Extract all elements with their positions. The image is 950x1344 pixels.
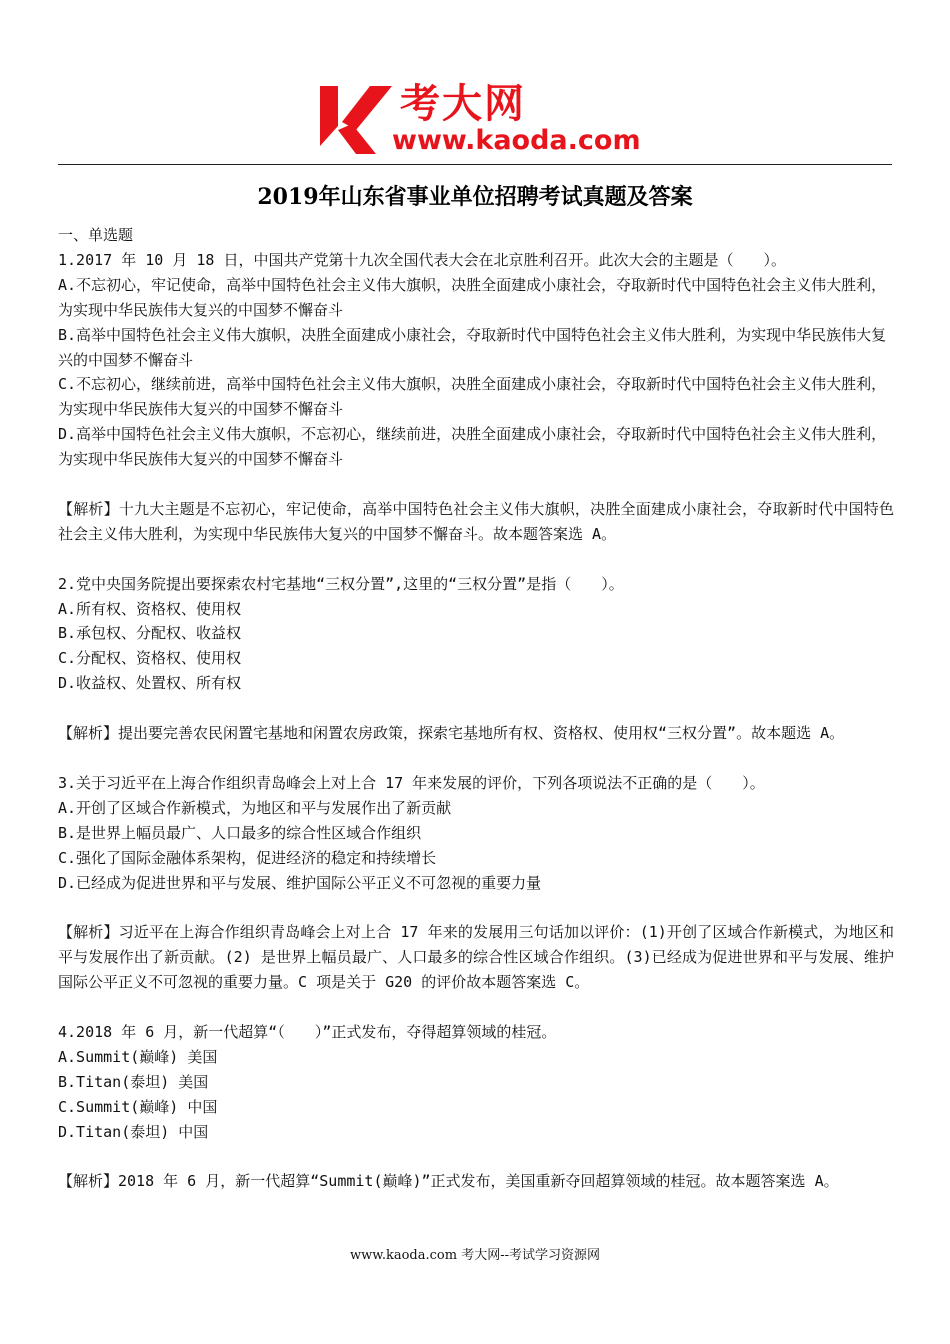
spacer [58, 895, 894, 920]
question-1-option-a: A.不忘初心，牢记使命，高举中国特色社会主义伟大旗帜，决胜全面建成小康社会，夺取新时代中国特色社会主义伟大胜利，为实现中华民族伟大复兴的中国梦不懈奋斗 [58, 275, 887, 319]
question-2-option-a: A.所有权、资格权、使用权 [58, 599, 242, 618]
question-1-option-d: D.高举中国特色社会主义伟大旗帜，不忘初心，继续前进，决胜全面建成小康社会，夺取新时代中国特色社会主义伟大胜利，为实现中华民族伟大复兴的中国梦不懈奋斗 [58, 425, 887, 469]
header-divider [58, 164, 892, 165]
logo-brand-text: 考大网 [400, 81, 526, 127]
question-2-analysis: 【解析】提出要完善农民闲置宅基地和闲置农房政策，探索宅基地所有权、资格权、使用权“三权分置”。故本题选 A。 [58, 724, 845, 743]
kaoda-logo[interactable] [318, 81, 641, 158]
question-4-option-a: A.Summit(巅峰) 美国 [58, 1047, 218, 1066]
question-1-option-c: C.不忘初心，继续前进，高举中国特色社会主义伟大旗帜，决胜全面建成小康社会，夺取新时代中国特色社会主义伟大胜利，为实现中华民族伟大复兴的中国梦不懈奋斗 [58, 375, 887, 419]
document-body [58, 223, 894, 1194]
question-4-analysis: 【解析】2018 年 6 月，新一代超算“Summit(巅峰)”正式发布，美国重新夺回超算领域的桂冠。故本题答案选 A。 [58, 1172, 839, 1191]
question-3-option-c: C.强化了国际金融体系架构，促进经济的稳定和持续增长 [58, 848, 437, 867]
document-title: 2019年山东省事业单位招聘考试真题及答案 [257, 184, 693, 210]
question-1-stem: 1.2017 年 10 月 18 日，中国共产党第十九次全国代表大会在北京胜利召开。此次大会的主题是（ ）。 [58, 250, 786, 269]
question-2-option-c: C.分配权、资格权、使用权 [58, 649, 242, 668]
spacer [58, 472, 894, 497]
question-3-option-b: B.是世界上幅员最广、人口最多的综合性区域合作组织 [58, 823, 422, 842]
question-1-analysis: 【解析】十九大主题是不忘初心，牢记使命，高举中国特色社会主义伟大旗帜，决胜全面建成小康社会，夺取新时代中国特色社会主义伟大胜利，为实现中华民族伟大复兴的中国梦不懈奋斗。故本题答案选 A。 [58, 499, 894, 543]
logo-url-text: www.kaoda.com [392, 125, 641, 156]
question-4-option-c: C.Summit(巅峰) 中国 [58, 1097, 218, 1116]
question-1-option-b: B.高举中国特色社会主义伟大旗帜，决胜全面建成小康社会，夺取新时代中国特色社会主义伟大胜利，为实现中华民族伟大复兴的中国梦不懈奋斗 [58, 325, 887, 369]
question-3-analysis: 【解析】习近平在上海合作组织青岛峰会上对上合 17 年来的发展用三句话加以评价：(1)开创了区域合作新模式，为地区和平与发展作出了新贡献。(2) 是世界上幅员最广、人口最多的综合性区域合作组织。(3)已经成为促进世界和平与发展、维护国际公平正义不可忽视的重要力量。C 项是关于 G20 的评价故本题答案选 C。 [58, 923, 894, 992]
question-2-option-d: D.收益权、处置权、所有权 [58, 674, 242, 693]
question-3-stem: 3.关于习近平在上海合作组织青岛峰会上对上合 17 年来发展的评价，下列各项说法不正确的是（ ）。 [58, 773, 765, 792]
question-4-option-b: B.Titan(泰坦) 美国 [58, 1072, 209, 1091]
question-2-option-b: B.承包权、分配权、收益权 [58, 624, 242, 643]
page-footer: www.kaoda.com 考大网--考试学习资源网 [350, 1248, 600, 1263]
spacer [58, 995, 894, 1020]
question-4-option-d: D.Titan(泰坦) 中国 [58, 1122, 209, 1141]
question-4-stem: 4.2018 年 6 月，新一代超算“（ ）”正式发布，夺得超算领域的桂冠。 [58, 1022, 557, 1041]
spacer [58, 746, 894, 771]
spacer [58, 1144, 894, 1169]
spacer [58, 547, 894, 572]
question-2-stem: 2.党中央国务院提出要探索农村宅基地“三权分置”,这里的“三权分置”是指（ ）。 [58, 574, 624, 593]
k-logo-icon [318, 82, 396, 158]
section-heading: 一、单选题 [58, 226, 134, 244]
question-3-option-d: D.已经成为促进世界和平与发展、维护国际公平正义不可忽视的重要力量 [58, 873, 542, 892]
question-3-option-a: A.开创了区域合作新模式，为地区和平与发展作出了新贡献 [58, 798, 452, 817]
spacer [58, 696, 894, 721]
